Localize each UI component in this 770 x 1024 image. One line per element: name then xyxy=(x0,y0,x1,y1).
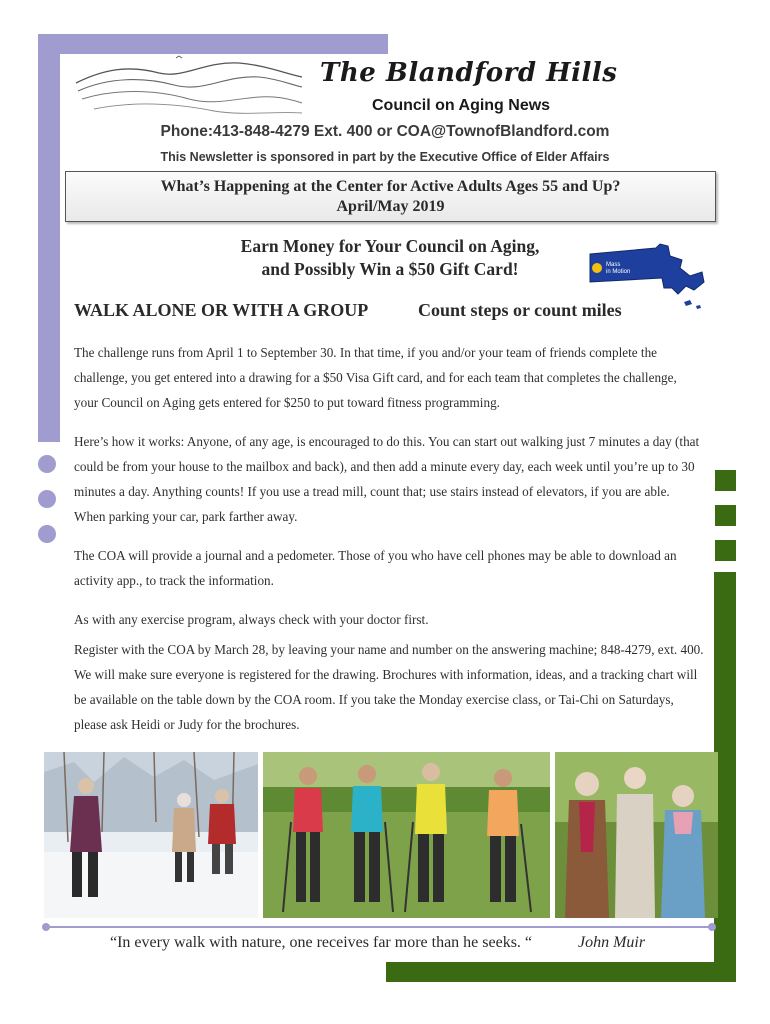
walk-subheading: WALK ALONE OR WITH A GROUP xyxy=(74,300,369,320)
paragraph-doctor: As with any exercise program, always check with your doctor first. xyxy=(74,612,429,627)
hills-logo xyxy=(74,55,304,125)
paragraph-register: Register with the COA by March 28, by leaving your name and number on the answering machine; 848-4279, ext. 400. We will make sure everyone is registered for the drawing. Brochures with information, ideas, and a tracking chart will be available on the table down by the COA room. If you take the Monday exercise class, or Tai-Chi on Saturdays, please ask Heidi or Judy for the brochures. xyxy=(74,642,704,732)
purple-frame-top xyxy=(38,34,388,54)
banner-date: April/May 2019 xyxy=(336,198,445,215)
newsletter-subtitle: Council on Aging News xyxy=(372,97,551,114)
paragraph-challenge: The challenge runs from April 1 to September 30. In that time, if you and/or your team of friends complete the challenge, you get entered into a drawing for a $50 Visa Gift card, and for each team that completes the challenge, your Council on Aging gets entered for $250 to put toward fitness programming. xyxy=(74,345,677,410)
sponsor-line: This Newsletter is sponsored in part by the Executive Office of Elder Affairs xyxy=(160,150,610,164)
article-headline xyxy=(190,235,590,281)
senior-walkers-photo xyxy=(555,752,718,918)
quote-text: “In every walk with nature, one receives far more than he seeks. “ xyxy=(110,934,533,951)
count-subheading: Count steps or count miles xyxy=(418,300,622,320)
purple-dot xyxy=(38,490,56,508)
quote-divider xyxy=(46,926,712,928)
banner-headline: What’s Happening at the Center for Active Adults Ages 55 and Up? xyxy=(160,178,621,195)
purple-dot xyxy=(38,455,56,473)
green-square xyxy=(715,470,736,491)
nordic-walking-group-photo xyxy=(263,752,550,918)
map-label-2: in Motion xyxy=(606,269,631,275)
green-square xyxy=(715,540,736,561)
contact-line: Phone:413-848-4279 Ext. 400 or COA@TownofBlandford.com xyxy=(160,123,610,140)
quote-author: John Muir xyxy=(578,934,646,951)
purple-frame-left xyxy=(38,34,60,442)
winter-walkers-photo xyxy=(44,752,258,918)
purple-dot xyxy=(38,525,56,543)
divider-end-dot xyxy=(708,923,716,931)
newsletter-title: The Blandford Hills xyxy=(320,58,618,88)
headline-line-2: and Possibly Win a $50 Gift Card! xyxy=(261,259,519,279)
headline-line-1: Earn Money for Your Council on Aging, xyxy=(240,236,540,256)
green-frame-bottom xyxy=(386,962,736,982)
issue-banner xyxy=(65,171,716,222)
paragraph-how-it-works: Here’s how it works: Anyone, of any age, is encouraged to do this. You can start out walking just 7 minutes a day (that could be from your house to the mailbox and back), and then add a minute every day, each week until you’re up to 30 minutes a day. Anything counts! If you use a tread mill, count that; use stairs instead of elevators, if you are able. When parking your car, park farther away. xyxy=(74,434,700,524)
green-square xyxy=(715,505,736,526)
paragraph-journal: The COA will provide a journal and a pedometer. Those of you who have cell phones may be able to download an activity app., to track the information. xyxy=(74,548,677,588)
map-label-1: Mass xyxy=(606,262,621,268)
